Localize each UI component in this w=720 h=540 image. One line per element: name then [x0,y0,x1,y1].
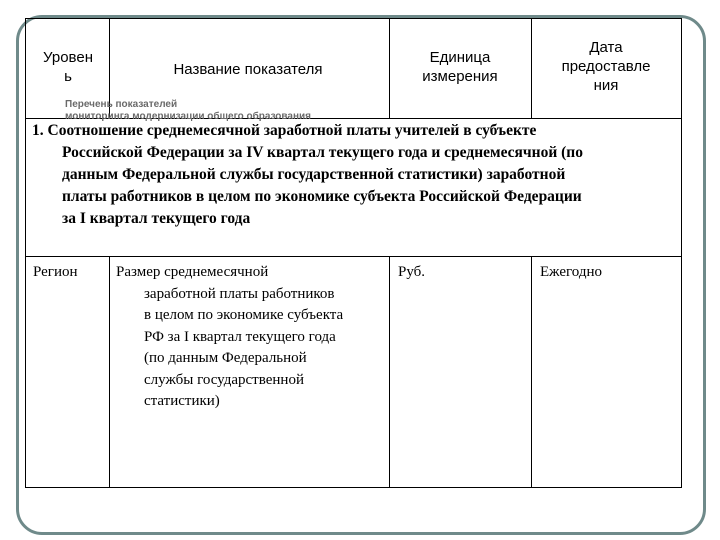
row-indicator [116,262,388,413]
overlay-caption-line2: мониторинга модернизации общего образования [65,111,312,122]
section-bottom-line [26,256,681,257]
row-indicator-line: в целом по экономике субъекта [144,307,344,323]
section-title-line4: платы работников в целом по экономике субъекта Российской Федерации [62,188,582,205]
row-indicator-line: Размер среднемесячной [116,264,269,280]
header-level-line1: Уровен [43,49,93,66]
header-date [532,38,680,95]
header-unit-line1: Единица [429,49,491,66]
section-title-line5: за I квартал текущего года [62,210,251,227]
header-level [28,48,108,86]
header-date-line3: ния [593,77,619,94]
header-date-line2: предоставле [561,58,651,75]
body-divider-1 [109,256,110,487]
section-title-line2: Российской Федерации за IV квартал текущего года и среднемесячной (по [62,144,583,161]
row-indicator-line: статистики) [144,393,220,409]
header-level-line2: ь [64,68,72,85]
row-indicator-line: заработной платы работников [144,285,335,302]
overlay-caption-line1: Перечень показателей [65,99,178,110]
row-indicator-line: (по данным Федеральной [144,350,307,366]
section-title-line1: 1. Соотношение среднемесячной заработной платы учителей в субъекте [32,122,537,139]
section-title-line3: данным Федеральной службы государственной статистики) заработной [62,166,566,183]
section-title [32,120,672,230]
row-indicator-line: РФ за I квартал текущего года [144,328,336,345]
body-divider-2 [389,256,390,487]
row-indicator-line: службы государственной [144,371,304,388]
row-frequency: Ежегодно [540,264,602,280]
header-unit [390,48,530,86]
header-date-line1: Дата [589,39,623,56]
header-unit-line2: измерения [422,68,498,85]
header-indicator-name: Название показателя [173,61,323,78]
row-unit: Руб. [398,264,426,280]
body-divider-3 [531,256,532,487]
row-level: Регион [33,264,78,280]
